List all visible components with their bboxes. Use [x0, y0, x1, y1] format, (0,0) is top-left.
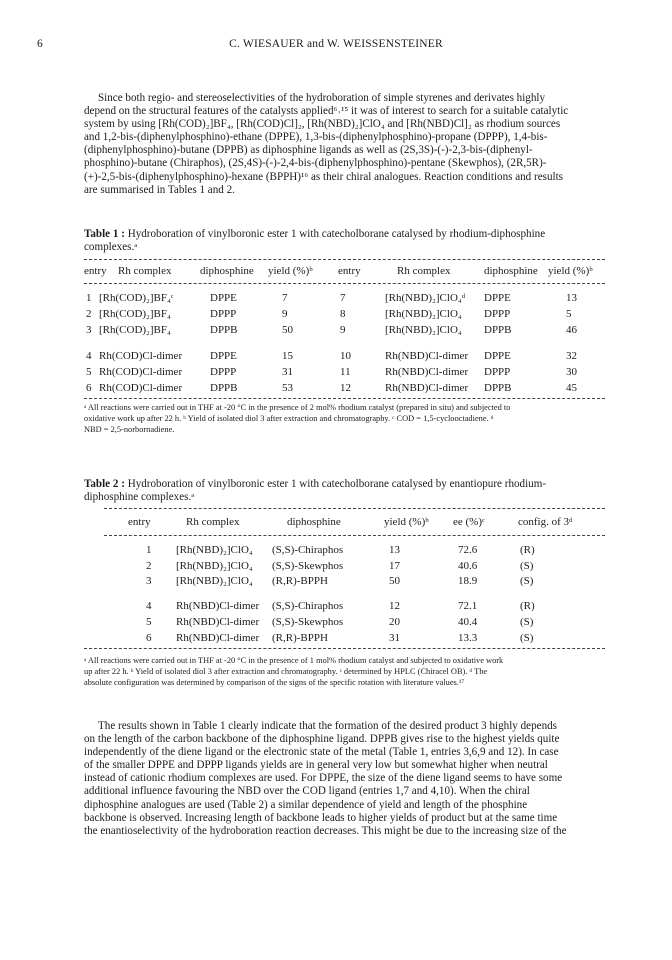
- table1-cell: [Rh(COD)₂]BF₄ᶜ: [99, 292, 174, 304]
- table2-cell: (S): [520, 616, 534, 628]
- intro-line: (+)-2,5-bis-(diphenylphosphino)-hexane (BPPH)¹⁶ as their chiral analogues. Reaction conditions and results: [84, 170, 563, 183]
- table1-cell: Rh(COD)Cl-dimer: [99, 366, 183, 378]
- table2-caption-text-2: diphosphine complexes.ᵃ: [84, 491, 195, 504]
- table1-cell: 31: [282, 366, 293, 378]
- table1-header-rule: [84, 283, 605, 284]
- table1-caption: [84, 228, 605, 254]
- table2-cell: Rh(NBD)Cl-dimer: [176, 616, 260, 628]
- table2-footnote-line: absolute configuration was determined by comparison of the signs of the specific rotation with literature values.¹⁷: [84, 678, 465, 687]
- table1-cell: 8: [340, 308, 346, 320]
- t2-header-entry: entry: [128, 516, 151, 528]
- t1-header-rh-complex-2: Rh complex: [397, 265, 451, 277]
- table1-cell: DPPP: [210, 308, 237, 320]
- table2-bottom-rule: [84, 648, 605, 649]
- table2-caption-text: Hydroboration of vinylboronic ester 1 with catecholborane catalysed by enantiopure rhodium-: [127, 478, 547, 490]
- table2-top-rule: [104, 508, 605, 509]
- table1-top-rule: [84, 259, 605, 260]
- table1-footnote-line: NBD = 2,5-norbornadiene.: [84, 425, 175, 434]
- table2-cell: (R): [520, 544, 535, 556]
- table2-cell: 13.3: [458, 632, 478, 644]
- results-line: diphosphine analogues are used (Table 2) a similar dependence of yield and length of the phosphine: [84, 798, 528, 811]
- intro-paragraph: [84, 92, 605, 197]
- table1-cell: 45: [566, 382, 577, 394]
- table2-cell: 50: [389, 575, 400, 587]
- table1-cell: 53: [282, 382, 293, 394]
- table1-cell: DPPB: [484, 382, 512, 394]
- table2-cell: 4: [146, 600, 152, 612]
- table2-cell: 40.6: [458, 560, 478, 572]
- table1-caption-text-2: complexes.ᵃ: [84, 241, 138, 254]
- intro-line: depend on the structural features of the catalysts applied⁶˒¹⁵ it was of interest to search for a suitable catalytic: [84, 105, 569, 118]
- table1-cell: DPPP: [484, 366, 511, 378]
- table1-cell: 12: [340, 382, 351, 394]
- page-number: 6: [37, 38, 43, 50]
- t1-header-yield-2: yield (%)ᵇ: [548, 265, 593, 277]
- intro-line: (diphenylphosphino)-butane (DPPB) as diphosphine ligands as well as (2S,3S)-(-)-2,3-bis-(diphenyl-: [84, 144, 533, 157]
- table2-cell: (S,S)-Skewphos: [272, 616, 344, 628]
- table1-cell: DPPP: [484, 308, 511, 320]
- table1-cell: 9: [282, 308, 288, 320]
- table1-cell: DPPB: [210, 382, 238, 394]
- table1-cell: 50: [282, 324, 293, 336]
- table2-footnotes: [84, 655, 605, 688]
- t1-header-diphosphine: diphosphine: [200, 265, 254, 277]
- table1-cell: 9: [340, 324, 346, 336]
- table2-caption: [84, 478, 605, 504]
- table1-cell: 7: [282, 292, 288, 304]
- table2-cell: [Rh(NBD)₂]ClO₄: [176, 560, 253, 572]
- intro-line: Since both regio- and stereoselectivities of the hydroboration of simple styrenes and derivates highly: [98, 92, 546, 104]
- table2-cell: 1: [146, 544, 152, 556]
- table2-cell: (R): [520, 600, 535, 612]
- results-line: The results shown in Table 1 clearly indicate that the formation of the desired product 3 highly depends: [98, 720, 557, 732]
- table1-footnote-line: oxidative work up after 22 h. ᵇ Yield of isolated diol 3 after extraction and chromatography. ᶜ COD = 1,5-cyclooctadiene. ᵈ: [84, 414, 494, 423]
- intro-line: and 1,2-bis-(diphenylphosphino)-ethane (DPPE), 1,3-bis-(diphenylphosphino)-propane (DPPP), 1,4-bis-: [84, 131, 548, 144]
- table1-cell: [Rh(NBD)₂]ClO₄: [385, 308, 462, 320]
- results-line: instead of cationic rhodium complexes are used. For DPPE, the size of the diene ligand seems to have some: [84, 772, 563, 785]
- table2-cell: (S,S)-Chiraphos: [272, 600, 344, 612]
- table1-cell: [Rh(COD)₂]BF₄: [99, 324, 171, 336]
- table1-cell: DPPP: [210, 366, 237, 378]
- table2-cell: 13: [389, 544, 400, 556]
- t1-header-diphosphine-2: diphosphine: [484, 265, 538, 277]
- table1-cell: DPPE: [210, 350, 237, 362]
- intro-line: are summarised in Tables 1 and 2.: [84, 183, 235, 196]
- table2-cell: (R,R)-BPPH: [272, 575, 328, 587]
- table2-cell: 72.1: [458, 600, 478, 612]
- results-line: additional influence favouring the NBD over the COD ligand (entries 1,7 and 4,10). When the chiral: [84, 785, 530, 798]
- table1-cell: Rh(NBD)Cl-dimer: [385, 350, 469, 362]
- table1-cell: [Rh(NBD)₂]ClO₄ᵈ: [385, 292, 466, 304]
- table1-cell: 2: [86, 308, 92, 320]
- table1-cell: 6: [86, 382, 92, 394]
- table2-cell: 5: [146, 616, 152, 628]
- t2-header-config: config. of 3ᵈ: [518, 516, 573, 528]
- table2-cell: Rh(NBD)Cl-dimer: [176, 600, 260, 612]
- table1-cell: DPPE: [484, 350, 511, 362]
- table1-cell: DPPE: [210, 292, 237, 304]
- table1-cell: Rh(COD)Cl-dimer: [99, 350, 183, 362]
- table1-footnotes: [84, 402, 605, 435]
- table2-cell: 20: [389, 616, 400, 628]
- table1-cell: 46: [566, 324, 577, 336]
- table1-cell: 15: [282, 350, 293, 362]
- table1-label: Table 1 :: [84, 228, 125, 240]
- table2-cell: 40.4: [458, 616, 478, 628]
- table2-cell: 2: [146, 560, 152, 572]
- intro-line: system by using [Rh(COD)₂]BF₄, [Rh(COD)Cl]₂, [Rh(NBD)₂]ClO₄ and [Rh(NBD)Cl]₂ as rhodium sources: [84, 118, 561, 131]
- table2-cell: 31: [389, 632, 400, 644]
- t1-header-rh-complex: Rh complex: [118, 265, 172, 277]
- t2-header-yield: yield (%)ᵇ: [384, 516, 429, 528]
- table2-cell: 72.6: [458, 544, 478, 556]
- table1-caption-text: Hydroboration of vinylboronic ester 1 with catecholborane catalysed by rhodium-diphosphine: [127, 228, 546, 240]
- table2-cell: 17: [389, 560, 400, 572]
- running-header: C. WIESAUER and W. WEISSENSTEINER: [229, 38, 443, 50]
- table1-cell: [Rh(NBD)₂]ClO₄: [385, 324, 462, 336]
- intro-line: phosphino)-butane (Chiraphos), (2S,4S)-(-)-2,4-bis-(diphenylphosphino)-pentane (Skewphos), (2R,5R)-: [84, 157, 547, 170]
- table2-footnote-line: up after 22 h. ᵇ Yield of isolated diol 3 after extraction and chromatography. ᶜ determined by HPLC (Chiracel OB). ᵈ The: [84, 667, 488, 676]
- table1-cell: DPPE: [484, 292, 511, 304]
- results-paragraph: [84, 720, 605, 838]
- table2-label: Table 2 :: [84, 478, 125, 490]
- t1-header-entry-2: entry: [338, 265, 361, 277]
- table2-cell: 12: [389, 600, 400, 612]
- table2-cell: [Rh(NBD)₂]ClO₄: [176, 575, 253, 587]
- table2-cell: (S): [520, 560, 534, 572]
- table1-cell: Rh(NBD)Cl-dimer: [385, 382, 469, 394]
- table1-cell: 1: [86, 292, 92, 304]
- table2-cell: (S,S)-Chiraphos: [272, 544, 344, 556]
- table2-cell: (S): [520, 632, 534, 644]
- table2-footnote-line: ᵃ All reactions were carried out in THF at -20 °C in the presence of 1 mol% rhodium catalyst and subjected to oxidative work: [84, 656, 504, 665]
- table1-cell: Rh(COD)Cl-dimer: [99, 382, 183, 394]
- table1-cell: 13: [566, 292, 577, 304]
- table1-cell: DPPB: [210, 324, 238, 336]
- table1-cell: 30: [566, 366, 577, 378]
- table1-bottom-rule: [84, 398, 605, 399]
- results-line: on the length of the carbon backbone of the diphosphine ligand. DPPB gives rise to the highest yields quite: [84, 733, 560, 746]
- table2-cell: 18.9: [458, 575, 478, 587]
- t1-header-yield: yield (%)ᵇ: [268, 265, 313, 277]
- results-line: of the smaller DPPE and DPPP ligands yields are in general very low but somewhat higher when neutral: [84, 759, 548, 772]
- table1-cell: 10: [340, 350, 351, 362]
- table1-cell: Rh(NBD)Cl-dimer: [385, 366, 469, 378]
- t2-header-ee: ee (%)ᶜ: [453, 516, 485, 528]
- table2-cell: 6: [146, 632, 152, 644]
- table1-cell: DPPB: [484, 324, 512, 336]
- table2-cell: [Rh(NBD)₂]ClO₄: [176, 544, 253, 556]
- table1-footnote-line: ᵃ All reactions were carried out in THF at -20 °C in the presence of 2 mol% rhodium catalyst (prepared in situ) and subjected to: [84, 403, 511, 412]
- results-line: independently of the diene ligand or the electronic state of the metal (Table 1, entries 3,6,9 and 12). In case: [84, 746, 559, 759]
- t1-header-entry: entry: [84, 265, 107, 277]
- table1-cell: 3: [86, 324, 92, 336]
- table1-cell: 32: [566, 350, 577, 362]
- table1-cell: [Rh(COD)₂]BF₄: [99, 308, 171, 320]
- table2-cell: (S): [520, 575, 534, 587]
- table1-cell: 11: [340, 366, 351, 378]
- table1-cell: 7: [340, 292, 346, 304]
- table2-cell: Rh(NBD)Cl-dimer: [176, 632, 260, 644]
- results-line: backbone is observed. Increasing length of backbone leads to higher yields of product but at the same time: [84, 811, 558, 824]
- table1-cell: 5: [86, 366, 92, 378]
- table2-cell: (R,R)-BPPH: [272, 632, 328, 644]
- table1-cell: 5: [566, 308, 572, 320]
- table2-header-rule: [104, 535, 605, 536]
- table2-cell: 3: [146, 575, 152, 587]
- t2-header-rh-complex: Rh complex: [186, 516, 240, 528]
- results-line: the enantioselectivity of the hydroboration reaction decreases. This might be due to the increasing size of the: [84, 824, 567, 837]
- table2-cell: (S,S)-Skewphos: [272, 560, 344, 572]
- t2-header-diphosphine: diphosphine: [287, 516, 341, 528]
- table1-cell: 4: [86, 350, 92, 362]
